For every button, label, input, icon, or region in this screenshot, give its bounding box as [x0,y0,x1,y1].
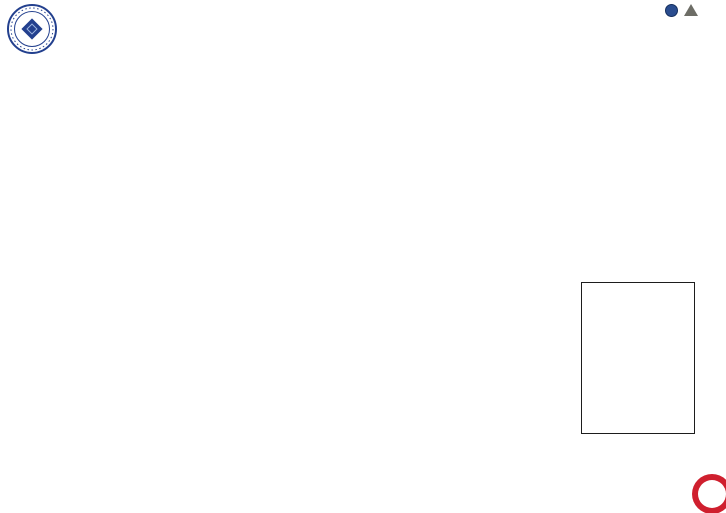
fault-line-icon [587,287,613,289]
mta-logo-icon [690,472,726,513]
magnitude-legend [581,282,695,434]
kandilli-gray-emblem-icon [684,4,698,16]
legend-fault-row [582,287,694,289]
kandilli-emblems [639,2,723,18]
kandilli-logo [639,2,723,18]
kandilli-blue-emblem-icon [665,4,678,17]
mta-logo [690,472,726,513]
bogazici-logo-icon [6,3,58,55]
bogazici-university-logo [6,3,58,60]
